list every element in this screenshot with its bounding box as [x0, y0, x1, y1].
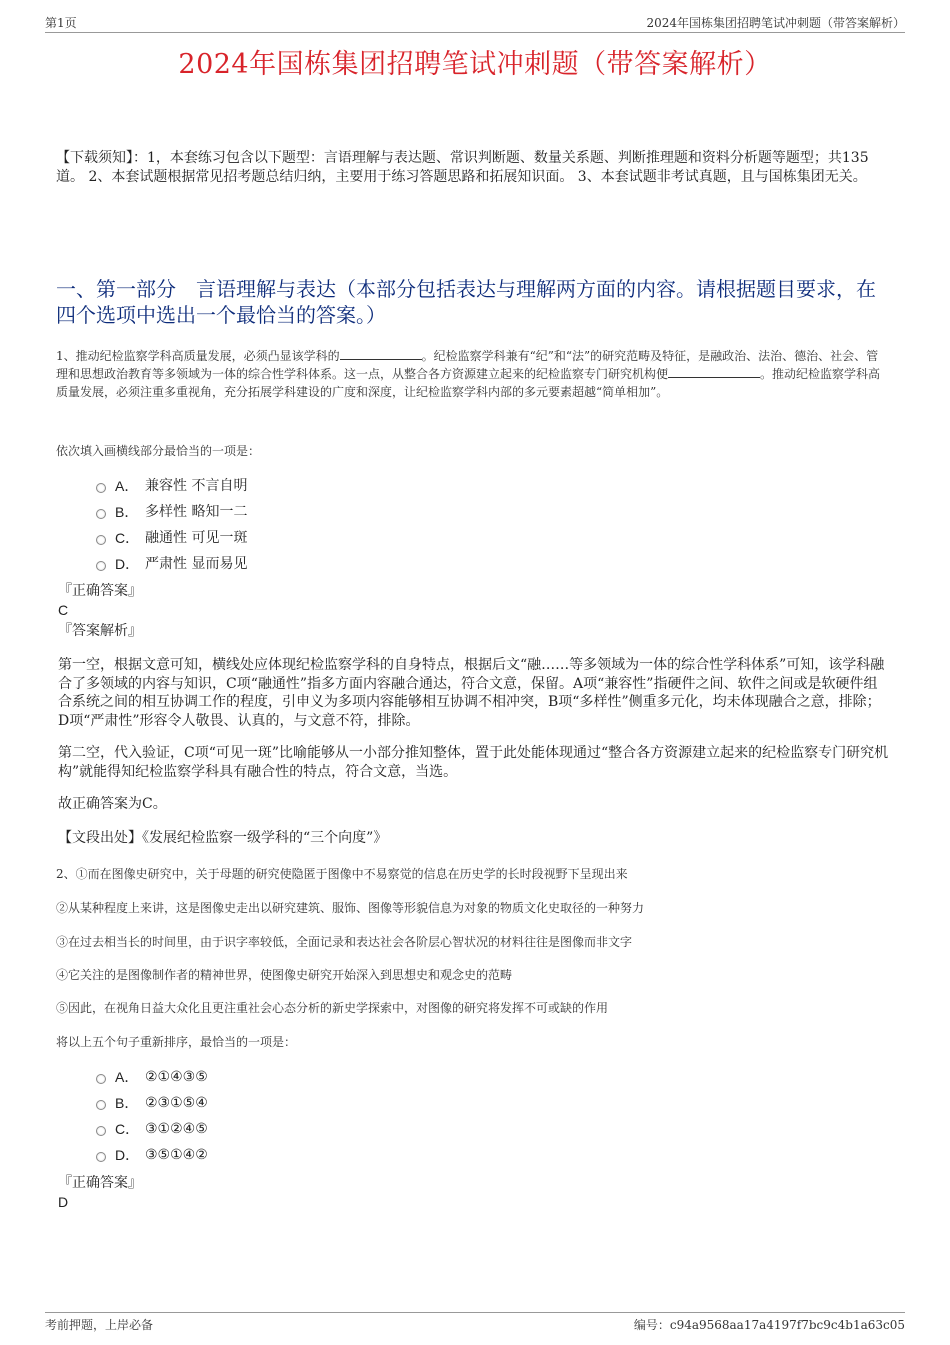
- radio-icon[interactable]: [96, 561, 106, 571]
- answer-value: D: [58, 1194, 69, 1210]
- radio-icon[interactable]: [96, 1074, 106, 1084]
- question-2-sentence-5: ⑤因此，在视角日益大众化且更注重社会心态分析的新史学探索中，对图像的研究将发挥不可或缺的作用: [56, 1001, 609, 1015]
- question-2-options: [96, 1064, 208, 1168]
- question-1-prompt: 依次填入画横线部分最恰当的一项是：: [56, 444, 261, 458]
- radio-icon[interactable]: [96, 483, 106, 493]
- radio-icon[interactable]: [96, 1152, 106, 1162]
- option-c[interactable]: C． ③①②④⑤: [96, 1116, 208, 1142]
- question-1-text-c: 。推动纪检监察学科高质量发展，必须注重多重视角，充分拓展学科建设的广度和深度，让纪检监察学科内部的多元要素超越“简单相加”。: [56, 367, 881, 399]
- option-b[interactable]: B． 多样性 略知一二: [96, 499, 247, 525]
- option-b[interactable]: B． ②③①⑤④: [96, 1090, 208, 1116]
- footer-slogan: 考前押题，上岸必备: [45, 1318, 154, 1332]
- option-d[interactable]: D． 严肃性 显而易见: [96, 551, 247, 577]
- section-heading: 一、第一部分 言语理解与表达（本部分包括表达与理解两方面的内容。请根据题目要求，在四个选项中选出一个最恰当的答案。）: [56, 277, 876, 327]
- source-citation: 【文段出处】《发展纪检监察一级学科的“三个向度”》: [58, 830, 388, 846]
- question-2-sentence-3: ③在过去相当长的时间里，由于识字率较低，全面记录和表达社会各阶层心智状况的材料往往是图像而非文字: [56, 935, 633, 949]
- document-title: 2024年国栋集团招聘笔试冲刺题（带答案解析）: [178, 49, 772, 80]
- blank-line: [668, 365, 760, 378]
- option-d[interactable]: D． ③⑤①④②: [96, 1142, 208, 1168]
- page-number: 第1页: [45, 16, 77, 30]
- radio-icon[interactable]: [96, 535, 106, 545]
- question-1-stem: [56, 347, 890, 401]
- page-footer: [45, 1312, 905, 1335]
- download-notice: 【下载须知】：1，本套练习包含以下题型：言语理解与表达题、常识判断题、数量关系题、判断推理题和资料分析题等题型；共135道。 2、本套试题根据常见招考题总结归纳，主要用于练习答题思路和拓展知识面。 3、本套试题非考试真题，且与国栋集团无关。: [56, 150, 869, 185]
- blank-line: [340, 347, 422, 360]
- page-header: [45, 12, 905, 33]
- radio-icon[interactable]: [96, 509, 106, 519]
- footer-doc-id: 编号：c94a9568aa17a4197f7bc9c4b1a63c05: [633, 1318, 905, 1332]
- option-c[interactable]: C． 融通性 可见一斑: [96, 525, 247, 551]
- analysis-paragraph-1: 第一空，根据文意可知，横线处应体现纪检监察学科的自身特点，根据后文“融……等多领域为一体的综合性学科体系”可知，该学科融合了多领域的内容与知识，C项“融通性”指多方面内容融合通达，符合文意，保留。A项“兼容性”指硬件之间、软件之间或是软硬件组合系统之间的相互协调工作的程度，引申义为多项内容能够相互协调不相冲突，B项“多样性”侧重多元化，均未体现融合之意，排除；D项“严肃性”形容令人敬畏、认真的，与文意不符，排除。: [58, 657, 885, 729]
- answer-label: 『正确答案』: [58, 583, 142, 599]
- question-2-sentence-4: ④它关注的是图像制作者的精神世界，使图像史研究开始深入到思想史和观念史的范畴: [56, 968, 513, 982]
- answer-value: C: [58, 602, 69, 618]
- analysis-label: 『答案解析』: [58, 623, 142, 639]
- question-1-text-a: 1、推动纪检监察学科高质量发展，必须凸显该学科的: [56, 349, 340, 363]
- question-2-sentence-1: 2、①而在图像史研究中，关于母题的研究使隐匿于图像中不易察觉的信息在历史学的长时段视野下呈现出来: [56, 867, 628, 881]
- radio-icon[interactable]: [96, 1100, 106, 1110]
- answer-label: 『正确答案』: [58, 1175, 142, 1191]
- header-doc-title: 2024年国栋集团招聘笔试冲刺题（带答案解析）: [646, 16, 905, 30]
- analysis-conclusion: 故正确答案为C。: [58, 796, 167, 812]
- question-1-text-b: 。纪检监察学科兼有“纪”和“法”的研究范畴及特征，是融政治、法治、德治、社会、管理和思想政治教育等多领域为一体的综合性学科体系。这一点，从整合各方资源建立起来的纪检监察专门研究机构便: [56, 349, 879, 381]
- question-2-sentence-2: ②从某种程度上来讲，这是图像史走出以研究建筑、服饰、图像等形貌信息为对象的物质文化史取径的一种努力: [56, 901, 645, 915]
- question-2-prompt: 将以上五个句子重新排序，最恰当的一项是：: [56, 1035, 297, 1049]
- question-1-options: [96, 473, 247, 577]
- analysis-paragraph-2: 第二空，代入验证，C项“可见一斑”比喻能够从一小部分推知整体，置于此处能体现通过“整合各方资源建立起来的纪检监察专门研究机构”就能得知纪检监察学科具有融合性的特点，符合文意，当选。: [58, 745, 889, 780]
- radio-icon[interactable]: [96, 1126, 106, 1136]
- option-a[interactable]: A． 兼容性 不言自明: [96, 473, 247, 499]
- option-a[interactable]: A． ②①④③⑤: [96, 1064, 208, 1090]
